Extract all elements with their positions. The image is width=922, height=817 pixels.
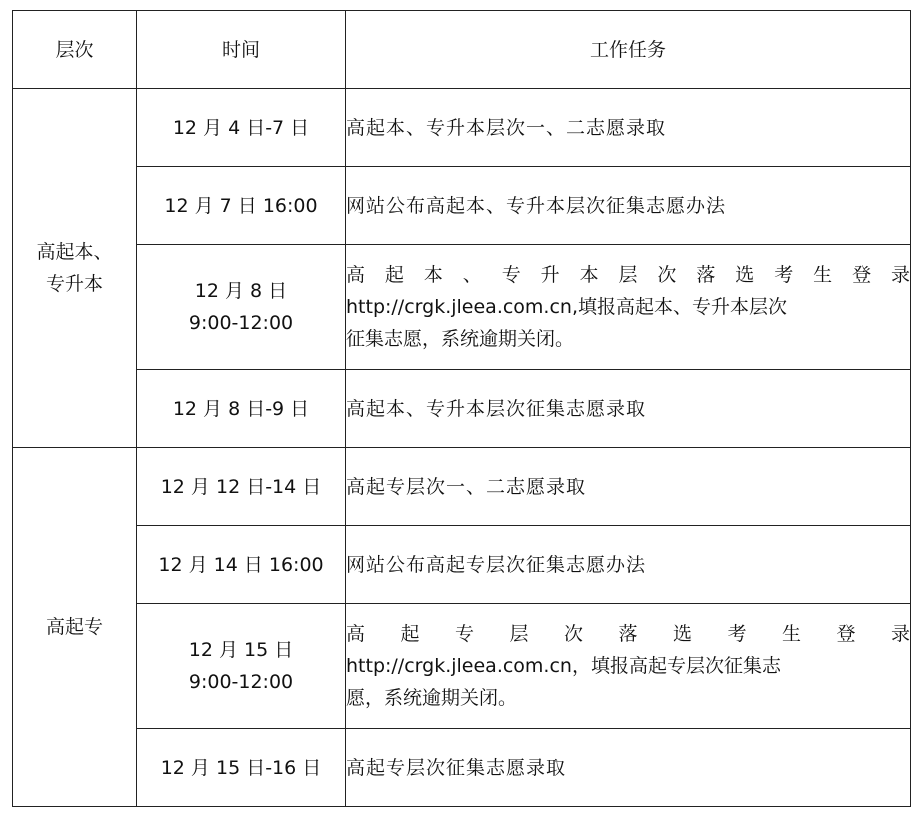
level-cell-undergrad: [13, 89, 137, 448]
task-line: 高起专层次一、二志愿录取: [346, 475, 587, 498]
task-line: 高起本、专升本层次征集志愿录取: [346, 397, 647, 420]
level-line: 高起专: [45, 616, 103, 638]
task-line: 征集志愿，系统逾期关闭。: [346, 328, 575, 350]
time-line: 12 月 4 日-7 日: [172, 116, 310, 139]
time-cell: [137, 448, 346, 526]
time-cell: [137, 167, 346, 245]
task-cell: [346, 729, 911, 807]
task-line: http://crgk.jleea.com.cn,填报高起本、专升本层次: [346, 296, 787, 318]
table-row: [13, 89, 911, 167]
time-cell: [137, 370, 346, 448]
table-row: [13, 370, 911, 448]
level-line: 高起本、: [36, 241, 113, 263]
time-line: 12 月 15 日-16 日: [160, 756, 322, 779]
task-line: 网站公布高起本、专升本层次征集志愿办法: [346, 194, 727, 217]
task-line: 网站公布高起专层次征集志愿办法: [346, 553, 647, 576]
table-row: [13, 448, 911, 526]
task-line: 高起本、专升本层次一、二志愿录取: [346, 116, 667, 139]
header-task: 工作任务: [346, 11, 911, 89]
time-line: 12 月 15 日: [188, 639, 294, 661]
header-level: 层次: [13, 11, 137, 89]
time-line: 9:00-12:00: [188, 671, 294, 693]
task-line: http://crgk.jleea.com.cn，填报高起专层次征集志: [346, 655, 781, 677]
time-line: 12 月 8 日-9 日: [172, 397, 310, 420]
task-cell: [346, 604, 911, 729]
task-cell: [346, 89, 911, 167]
task-cell: [346, 448, 911, 526]
time-line: 12 月 12 日-14 日: [160, 475, 322, 498]
task-line: 高 起 本 、 专 升 本 层 次 落 选 考 生 登 录: [346, 264, 910, 286]
task-line: 高起专层次征集志愿录取: [346, 756, 567, 779]
task-line: 愿，系统逾期关闭。: [346, 687, 518, 709]
table-row: [13, 167, 911, 245]
time-line: 12 月 8 日: [194, 280, 288, 302]
level-line: 专升本: [45, 273, 103, 295]
table-header-row: [13, 11, 911, 89]
task-cell: [346, 526, 911, 604]
time-cell: [137, 604, 346, 729]
time-line: 12 月 7 日 16:00: [164, 194, 318, 217]
admission-schedule-table: [12, 10, 911, 807]
task-cell: [346, 245, 911, 370]
header-time: 时间: [137, 11, 346, 89]
task-cell: [346, 167, 911, 245]
time-line: 9:00-12:00: [188, 312, 294, 334]
table-row: [13, 245, 911, 370]
task-line: 高 起 专 层 次 落 选 考 生 登 录: [346, 623, 910, 645]
level-cell-junior: [13, 448, 137, 807]
task-cell: [346, 370, 911, 448]
time-line: 12 月 14 日 16:00: [158, 553, 324, 576]
time-cell: [137, 729, 346, 807]
time-cell: [137, 526, 346, 604]
table-row: [13, 526, 911, 604]
table-row: [13, 604, 911, 729]
time-cell: [137, 89, 346, 167]
table-row: [13, 729, 911, 807]
time-cell: [137, 245, 346, 370]
